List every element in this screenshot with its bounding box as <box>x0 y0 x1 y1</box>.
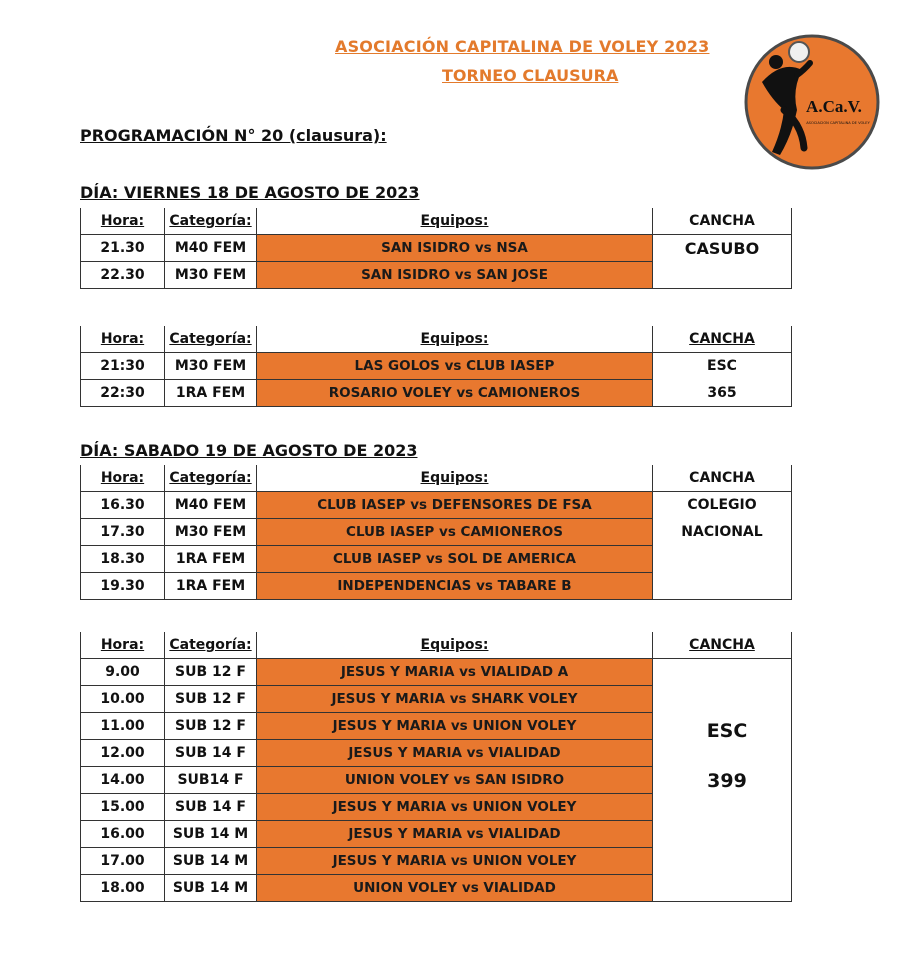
match-categoria: M30 FEM <box>165 519 257 546</box>
col-categoria: Categoría: <box>165 632 257 659</box>
match-hora: 21:30 <box>81 353 165 380</box>
match-equipos: LAS GOLOS vs CLUB IASEP <box>257 353 653 380</box>
match-hora: 17.30 <box>81 519 165 546</box>
table-row <box>81 519 792 546</box>
match-categoria: M30 FEM <box>165 353 257 380</box>
logo-subtext: ASOCIACION CAPITALINA DE VOLEY <box>806 121 870 125</box>
match-hora: 11.00 <box>81 713 165 740</box>
col-equipos: Equipos: <box>257 208 653 235</box>
schedule-table-viernes-esc365 <box>80 326 792 407</box>
match-equipos: JESUS Y MARIA vs SHARK VOLEY <box>257 686 653 713</box>
match-equipos: SAN ISIDRO vs NSA <box>257 235 653 262</box>
acav-logo <box>742 30 882 170</box>
match-categoria: 1RA FEM <box>165 380 257 407</box>
schedule-table-viernes-casubo <box>80 208 792 289</box>
match-categoria: SUB 14 F <box>165 794 257 821</box>
match-equipos: CLUB IASEP vs SOL DE AMERICA <box>257 546 653 573</box>
match-hora: 14.00 <box>81 767 165 794</box>
match-equipos: ROSARIO VOLEY vs CAMIONEROS <box>257 380 653 407</box>
match-categoria: SUB 14 M <box>165 821 257 848</box>
table-header-row <box>81 465 792 492</box>
match-equipos: JESUS Y MARIA vs VIALIDAD A <box>257 659 653 686</box>
association-title: ASOCIACIÓN CAPITALINA DE VOLEY 2023 <box>335 37 710 56</box>
match-cancha: CASUBO <box>653 235 792 262</box>
col-hora: Hora: <box>81 632 165 659</box>
match-hora: 22:30 <box>81 380 165 407</box>
schedule-table-sabado-colegio <box>80 465 792 600</box>
match-hora: 19.30 <box>81 573 165 600</box>
table-row <box>81 794 792 821</box>
col-equipos: Equipos: <box>257 326 653 353</box>
match-categoria: SUB 12 F <box>165 713 257 740</box>
day-heading-viernes: DÍA: VIERNES 18 DE AGOSTO DE 2023 <box>80 183 420 202</box>
col-hora: Hora: <box>81 465 165 492</box>
match-cancha <box>653 262 792 289</box>
match-cancha: NACIONAL <box>653 519 792 546</box>
col-hora: Hora: <box>81 326 165 353</box>
match-categoria: SUB 14 M <box>165 848 257 875</box>
table-header-row <box>81 632 792 659</box>
table-row <box>81 380 792 407</box>
match-equipos: JESUS Y MARIA vs VIALIDAD <box>257 821 653 848</box>
match-equipos: CLUB IASEP vs CAMIONEROS <box>257 519 653 546</box>
match-cancha <box>653 794 792 902</box>
match-equipos: CLUB IASEP vs DEFENSORES DE FSA <box>257 492 653 519</box>
col-categoria: Categoría: <box>165 208 257 235</box>
col-cancha: CANCHA <box>653 632 792 659</box>
match-cancha <box>653 573 792 600</box>
match-cancha: ESC <box>653 353 792 380</box>
logo-text: A.Ca.V. <box>806 97 862 116</box>
match-hora: 9.00 <box>81 659 165 686</box>
match-equipos: JESUS Y MARIA vs VIALIDAD <box>257 740 653 767</box>
match-categoria: SUB 14 M <box>165 875 257 902</box>
match-equipos: UNION VOLEY vs VIALIDAD <box>257 875 653 902</box>
day-heading-sabado: DÍA: SABADO 19 DE AGOSTO DE 2023 <box>80 441 418 460</box>
match-categoria: SUB14 F <box>165 767 257 794</box>
col-cancha: CANCHA <box>653 326 792 353</box>
table-row <box>81 492 792 519</box>
col-hora: Hora: <box>81 208 165 235</box>
match-categoria: M30 FEM <box>165 262 257 289</box>
match-hora: 22.30 <box>81 262 165 289</box>
table-header-row <box>81 326 792 353</box>
table-row <box>81 546 792 573</box>
match-hora: 15.00 <box>81 794 165 821</box>
col-categoria: Categoría: <box>165 465 257 492</box>
match-categoria: M40 FEM <box>165 492 257 519</box>
match-cancha: 365 <box>653 380 792 407</box>
match-cancha: 399 <box>653 740 792 794</box>
match-categoria: SUB 14 F <box>165 740 257 767</box>
col-categoria: Categoría: <box>165 326 257 353</box>
match-hora: 16.30 <box>81 492 165 519</box>
programacion-heading: PROGRAMACIÓN N° 20 (clausura): <box>80 126 387 145</box>
match-equipos: UNION VOLEY vs SAN ISIDRO <box>257 767 653 794</box>
schedule-table-sabado-esc399 <box>80 632 792 902</box>
table-header-row <box>81 208 792 235</box>
table-row <box>81 235 792 262</box>
match-categoria: 1RA FEM <box>165 546 257 573</box>
match-hora: 17.00 <box>81 848 165 875</box>
match-categoria: M40 FEM <box>165 235 257 262</box>
table-row <box>81 353 792 380</box>
match-hora: 21.30 <box>81 235 165 262</box>
table-row <box>81 262 792 289</box>
match-equipos: SAN ISIDRO vs SAN JOSE <box>257 262 653 289</box>
match-equipos: INDEPENDENCIAS vs TABARE B <box>257 573 653 600</box>
match-equipos: JESUS Y MARIA vs UNION VOLEY <box>257 794 653 821</box>
match-hora: 10.00 <box>81 686 165 713</box>
match-categoria: 1RA FEM <box>165 573 257 600</box>
col-cancha: CANCHA <box>653 208 792 235</box>
tournament-title: TORNEO CLAUSURA <box>442 66 619 85</box>
match-hora: 18.30 <box>81 546 165 573</box>
match-categoria: SUB 12 F <box>165 659 257 686</box>
table-row <box>81 573 792 600</box>
table-row <box>81 659 792 686</box>
match-cancha: ESC <box>653 659 792 740</box>
col-cancha: CANCHA <box>653 465 792 492</box>
match-hora: 18.00 <box>81 875 165 902</box>
match-categoria: SUB 12 F <box>165 686 257 713</box>
match-hora: 16.00 <box>81 821 165 848</box>
match-hora: 12.00 <box>81 740 165 767</box>
match-equipos: JESUS Y MARIA vs UNION VOLEY <box>257 848 653 875</box>
match-cancha <box>653 546 792 573</box>
col-equipos: Equipos: <box>257 465 653 492</box>
col-equipos: Equipos: <box>257 632 653 659</box>
match-equipos: JESUS Y MARIA vs UNION VOLEY <box>257 713 653 740</box>
match-cancha: COLEGIO <box>653 492 792 519</box>
table-row <box>81 740 792 767</box>
